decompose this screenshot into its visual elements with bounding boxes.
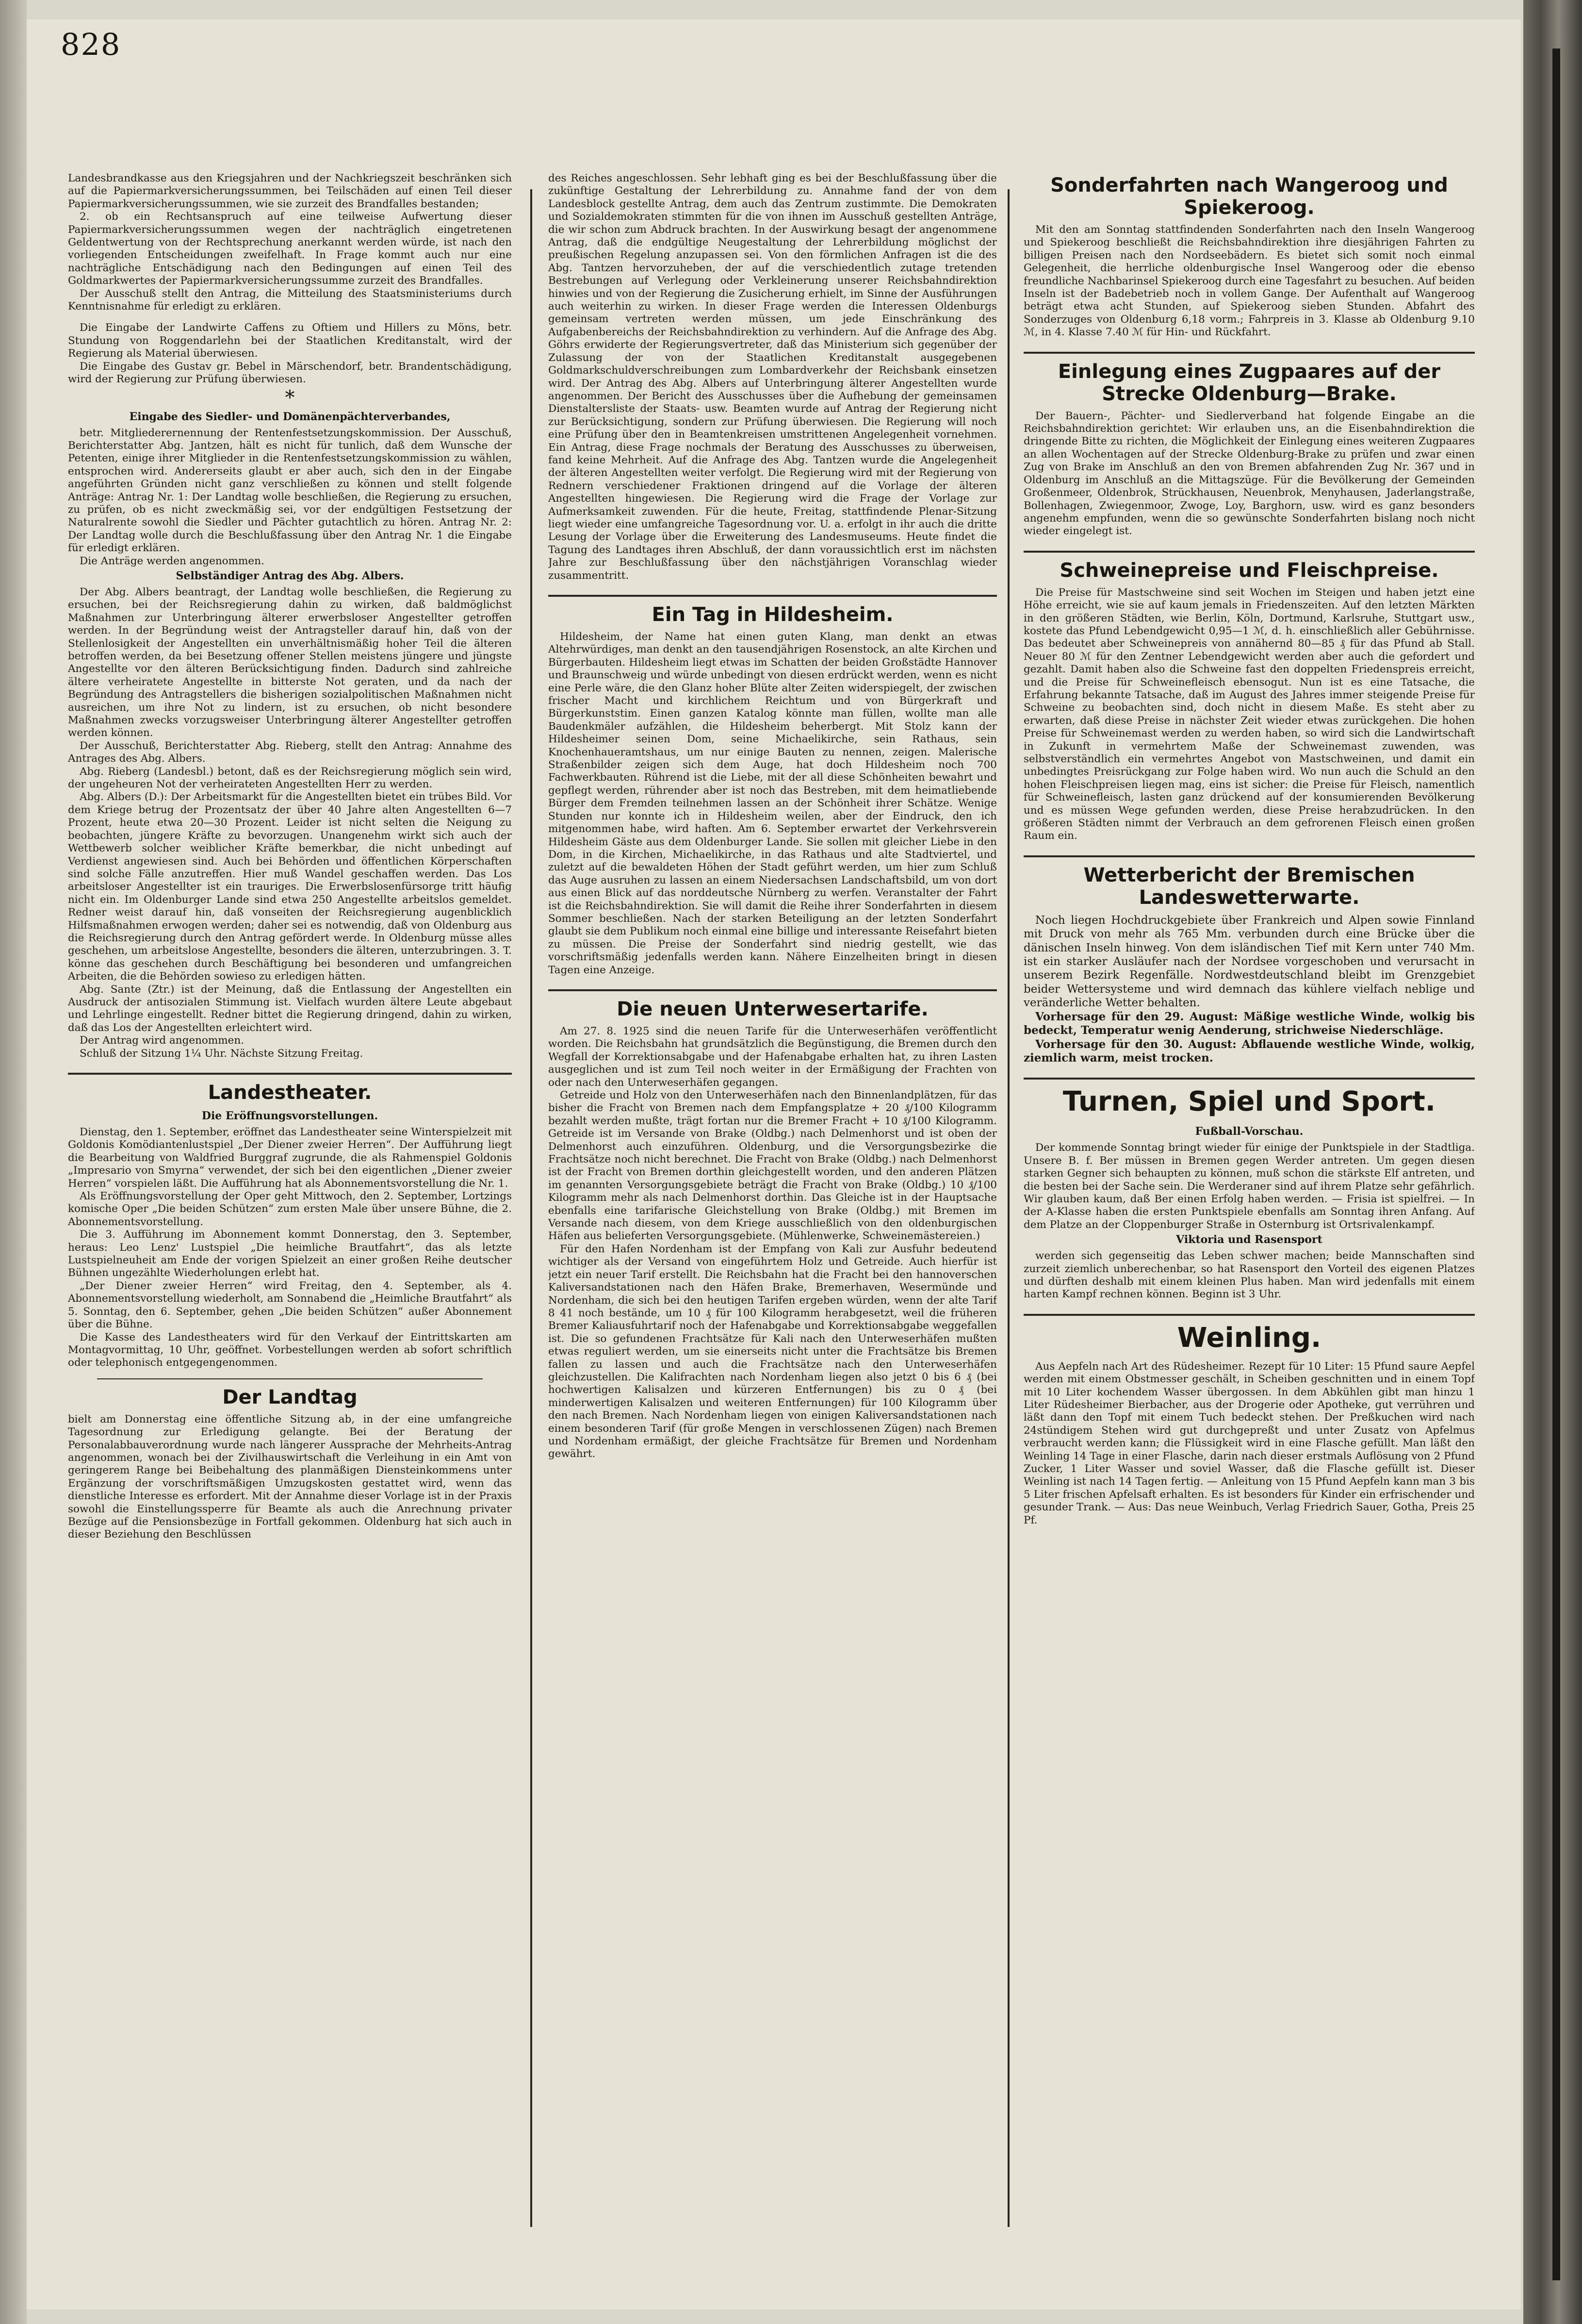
section-divider	[1024, 855, 1475, 857]
subheading: Die Eröffnungsvorstellungen.	[201, 1110, 378, 1122]
paragraph: Als Eröffnungsvorstellung der Oper geht Mittwoch, den 2. September, Lortzings komische Oper „Die beiden Schützen“ zum ersten Male über unsere Bühne, die 2. Abonnementsvorstellung.	[68, 1190, 512, 1228]
paragraph: Der Ausschuß, Berichterstatter Abg. Rieberg, stellt den Antrag: Annahme des Antrages des Abg. Albers.	[68, 739, 512, 765]
column-1	[68, 172, 512, 2259]
paragraph: Der Bauern-, Pächter- und Siedlerverband hat folgende Eingabe an die Reichsbahndirektion gerichtet: Wir erlauben uns, an die Eisenbahndirektion die dringende Bitte zu richten, die Möglichkeit der Einlegung eines weiteren Zugpaares an allen Wochentagen auf der Strecke Oldenburg-Brake zu prüfen und zwar einen Zug von Brake im Anschluß an den von Bremen abfahrenden Zug Nr. 367 und in Oldenburg im Anschluß an die Mittagszüge. Für die Bevölkerung der Gemeinden Großenmeer, Oldenbrok, Strückhausen, Neuenbrok, Menyhausen, Jaderlangstraße, Bollenhagen, Zwiegenmoor, Zwoge, Loy, Barghorn, usw. wird es ganz besonders angenehm empfunden, wenn die so gewünschte Sonderfahrten bislang noch nicht wieder eingelegt ist.	[1024, 409, 1475, 538]
paragraph: Der Abg. Albers beantragt, der Landtag wolle beschließen, die Regierung zu ersuchen, bei der Reichsregierung dahin zu wirken, daß baldmöglichst Maßnahmen zur Unterbringung älterer erwerbsloser Angestellter getroffen werden. In der Begründung weist der Antragsteller darauf hin, daß von der Stellenlosigkeit der Angestellten ein unverhältnismäßig hoher Teil die älteren betroffen werden, da bei Besetzung offener Stellen meistens jüngere und jüngste Angestellte vor den älteren Berücksichtigung finden. Dadurch sind zahlreiche ältere verheiratete Angestellte in bitterste Not geraten, und da nach der Begründung des Antragstellers die bisherigen sozialpolitischen Maßnahmen nicht ausreichen, um ihre Not zu lindern, ist zu ersuchen, ob nicht besondere Maßnahmen zwecks vorzugsweiser Unterbringung älterer Angestellter getroffen werden können.	[68, 586, 512, 739]
paragraph: Abg. Rieberg (Landesbl.) betont, daß es der Reichsregierung möglich sein wird, der ungeheuren Not der verheirateten Angestellten Herr zu werden.	[68, 765, 512, 791]
paragraph: Die 3. Aufführung im Abonnement kommt Donnerstag, den 3. September, heraus: Leo Lenz' Lustspiel „Die heimliche Brautfahrt“, das als letzte Lustspielneuheit am Ende der vorigen Spielzeit an einer großen Reihe deutscher Bühnen ungezählte Wiederholungen erlebt hat.	[68, 1228, 512, 1279]
section-divider	[1024, 352, 1475, 354]
paragraph: bielt am Donnerstag eine öffentliche Sitzung ab, in der eine umfangreiche Tagesordnung zur Erledigung gelangte. Bei der Beratung der Personalabbauverordnung wurde nach längerer Aussprache der Mehrheits-Antrag angenommen, wonach bei der Zivilhauswirtschaft die Verleihung in ein Amt von geringerem Range bei Beibehaltung des planmäßigen Diensteinkommens unter Ergänzung der vorschriftsmäßigen Umzugskosten gestattet wird, wenn das dienstliche Interesse es erfordert. Mit der Annahme dieser Vorlage ist in der Praxis sowohl die Einstellungssperre für Beamte als auch die Anrechnung privater Bezüge auf die Pensionsbezüge in Fortfall gekommen. Oldenburg hat sich auch in dieser Beziehung den Beschlüssen	[68, 1413, 512, 1541]
paragraph: „Der Diener zweier Herren“ wird Freitag, den 4. September, als 4. Abonnementsvorstellung wiederholt, am Sonnabend die „Heimliche Brautfahrt“ als 5. Sonntag, den 6. September, gehen „Die beiden Schützen“ außer Abonnement über die Bühne.	[68, 1279, 512, 1331]
column-rule	[1008, 189, 1010, 2227]
column-rule	[530, 189, 532, 2227]
paragraph: Die Kasse des Landestheaters wird für den Verkauf der Eintrittskarten am Montagvormittag, 10 Uhr, geöffnet. Vorbestellungen werden ab sofort schriftlich oder telephonisch entgegengenommen.	[68, 1331, 512, 1369]
section-divider	[1024, 1078, 1475, 1080]
heading-zugpaar: Einlegung eines Zugpaares auf der Strecke Oldenburg—Brake.	[1058, 360, 1441, 405]
column-3	[1024, 172, 1475, 2259]
section-divider	[548, 595, 997, 597]
forecast: Vorhersage für den 30. August: Abflauende westliche Winde, wolkig, ziemlich warm, meist trocken.	[1024, 1037, 1475, 1064]
heading-unterwesertarife: Die neuen Unterwesertarife.	[617, 998, 929, 1020]
paragraph: Aus Aepfeln nach Art des Rüdesheimer. Rezept für 10 Liter: 15 Pfund saure Aepfel werden mit einem Obstmesser geschält, in Scheiben geschnitten und in einem Topf mit 10 Liter kochendem Wasser übergossen. In dem Abkühlen gibt man hinzu 1 Liter Rüdesheimer Bierbacher, aus der Drogerie oder Apotheke, gut verrühren und läßt dann den Topf mit einem Tuch bedeckt stehen. Der Preßkuchen wird nach 24stündigem Stehen wird gut durchgepreßt und unter Zusatz von Apfelmus verbraucht werden kann; die Flüssigkeit wird in eine Flasche gefüllt. Man läßt den Weinling 14 Tage in einer Flasche, darin nach dieser erstmals Auflösung von 2 Pfund Zucker, 1 Liter Wasser und soviel Wasser, daß die Flasche gefüllt ist. Dieser Weinling ist nach 14 Tagen fertig. — Anleitung von 15 Pfund Aepfeln kann man 3 bis 5 Liter frischen Apfelsaft erhalten. Es ist besonders für Kinder ein erfrischender und gesunder Trank. — Aus: Das neue Weinbuch, Verlag Friedrich Sauer, Gotha, Preis 25 Pf.	[1024, 1360, 1475, 1526]
section-divider	[97, 1378, 483, 1379]
paragraph: Abg. Sante (Ztr.) ist der Meinung, daß die Entlassung der Angestellten ein Ausdruck der antisozialen Stimmung ist. Vielfach wurden ältere Leute abgebaut und Lehrlinge eingestellt. Redner bittet die Regierung dringend, dahin zu wirken, daß das Los der Angestellten erleichtert wird.	[68, 983, 512, 1034]
paragraph: Der Ausschuß stellt den Antrag, die Mitteilung des Staatsministeriums durch Kenntnisnahme für erledigt zu erklären.	[68, 287, 512, 313]
section-divider	[548, 989, 997, 991]
heading-sonderfahrten: Sonderfahrten nach Wangeroog und Spiekeroog.	[1050, 174, 1448, 219]
paragraph: Mit den am Sonntag stattfindenden Sonderfahrten nach den Inseln Wangeroog und Spiekeroog beschließt die Reichsbahndirektion ihre diesjährigen Fahrten zu billigen Preisen nach den Nordseebädern. Es bietet sich somit noch einmal Gelegenheit, die herrliche oldenburgische Insel Wangeroog oder die ebenso freundliche Nachbarinsel Spiekeroog durch eine Tagesfahrt zu besuchen. Auf beiden Inseln ist der Badebetrieb noch in vollem Gange. Der Aufenthalt auf Wangeroog beträgt etwa acht Stunden, auf Spiekeroog sieben Stunden. Abfahrt des Sonderzuges von Oldenburg 6,18 vorm.; Fahrpreis in 3. Klasse ab Oldenburg 9.10 ℳ, in 4. Klasse 7.40 ℳ für Hin- und Rückfahrt.	[1024, 224, 1475, 339]
paragraph: Landesbrandkasse aus den Kriegsjahren und der Nachkriegszeit beschränken sich auf die Papiermarkversicherungssummen, bei Teilschäden auf einen Teil dieser Papiermarkversicherungssummen, wie sie zurzeit des Brandfalles bestanden;	[68, 172, 512, 210]
paragraph: 2. ob ein Rechtsanspruch auf eine teilweise Aufwertung dieser Papiermarkversicherungssummen wegen der nachträglich eingetretenen Geldentwertung von der Rechtsprechung anerkannt werden würde, ist nach den vorliegenden Entscheidungen zweifelhaft. In Frage kommt auch nur eine nachträgliche Entschädigung nach den Bedingungen auf einen Teil des Goldmarkwertes der Papiermarkversicherungssumme zurzeit des Brandfalles.	[68, 211, 512, 287]
paragraph: Dienstag, den 1. September, eröffnet das Landestheater seine Winterspielzeit mit Goldonis Komödiantenlustspiel „Der Diener zweier Herren“. Der Aufführung liegt die Bearbeitung von Waldfried Burggraf zugrunde, die als Rahmenspiel Goldonis „Impresario von Smyrna“ verwendet, der sich bei den eigentlichen „Diener zweier Herren“ vorspielen läßt. Die Aufführung hat als Abonnementsvorstellung die Nr. 1.	[68, 1126, 512, 1190]
paragraph: betr. Mitgliederernennung der Rentenfestsetzungskommission. Der Ausschuß, Berichterstatter Abg. Jantzen, hält es nicht für tunlich, daß dem Wunsche der Petenten, einige ihrer Mitglieder in die Rentenfestsetzungskommission zu wählen, entsprochen wird. Andererseits glaubt er aber auch, sich den in der Eingabe angeführten Gründen nicht ganz verschließen zu können und stellt folgende Anträge: Antrag Nr. 1: Der Landtag wolle beschließen, die Regierung zu ersuchen, zu prüfen, ob es nicht zweckmäßig sei, vor der endgültigen Festsetzung der Naturalrente sowohl die Siedler und Pächter gutachtlich zu hören. Antrag Nr. 2: Der Landtag wolle durch die Beschlußfassung über den Antrag Nr. 1 die Eingabe für erledigt erklären.	[68, 426, 512, 555]
paragraph: Die Eingabe des Gustav gr. Bebel in Märschendorf, betr. Brandentschädigung, wird der Regierung zur Prüfung überwiesen.	[68, 360, 512, 386]
page-binding	[0, 0, 27, 2324]
paragraph: Hildesheim, der Name hat einen guten Klang, man denkt an etwas Altehrwürdiges, man denkt an den tausendjährigen Rosenstock, an alte Kirchen und Bürgerbauten. Hildesheim liegt etwas im Schatten der beiden Großstädte Hannover und Braunschweig und würde unbedingt von diesen erdrückt werden, wenn es nicht eine Perle wäre, die den Glanz hoher Blüte alter Zeiten widerspiegelt, der zwischen frischer Macht und kirchlichem Reichtum und von Bürgerkraft und Bürgerkunststim. Einen ganzen Katalog könnte man füllen, wollte man alle Baudenkmäler aufzählen, die Hildesheim beherbergt. Mit Stolz kann der Hildesheimer seinen Dom, seine Michaelikirche, sein Rathaus, sein Knochenhaueramtshaus, um nur einige Bauten zu nennen, zeigen. Malerische Straßenbilder zeigen sich dem Auge, hat doch Hildesheim noch 700 Fachwerkbauten. Rührend ist die Liebe, mit der all diese Schönheiten bewahrt und gepflegt werden, rührender aber ist noch das Bestreben, mit dem heimatliebende Bürger dem Fremden teilnehmen lassen an der Schönheit ihrer Schätze. Wenige Stunden nur konnte ich in Hildesheim weilen, aber der Eindruck, den ich mitgenommen habe, wird haften. Am 6. September erwartet der Verkehrsverein Hildesheim Gäste aus dem Oldenburger Lande. Sie sollen mit gleicher Liebe in den Dom, in die Kirchen, Michaelikirche, in das Rathaus und alte Stadtviertel, und zuletzt auf die bewaldeten Höhen der Stadt geführt werden, um hier zum Schluß das Auge ausruhen zu lassen an einem Niedersachsen Landschaftsbild, um von dort aus einen Blick auf das norddeutsche Nürnberg zu werfen. Veranstalter der Fahrt ist die Reichsbahndirektion. Sie will damit die Reihe ihrer Sonderfahrten in diesem Sommer beschließen. Nach der starken Beteiligung an der letzten Sonderfahrt glaubt sie dem Publikum noch einmal eine billige und interessante Reisefahrt bieten zu müssen. Die Preise der Sonderfahrt sind niedrig gestellt, wie das vorschriftsmäßig jedenfalls werden kann. Nähere Einzelheiten bringt in diesen Tagen eine Anzeige.	[548, 631, 997, 976]
page-number: 828	[61, 27, 121, 62]
paragraph: Schluß der Sitzung 1¼ Uhr. Nächste Sitzung Freitag.	[80, 1047, 363, 1060]
section-divider	[68, 1073, 512, 1075]
paragraph: Getreide und Holz von den Unterweserhäfen nach den Binnenlandplätzen, für das bisher die Fracht von Bremen nach dem Empfangsplatze + 20 ₰/100 Kilogramm bezahlt werden mußte, trägt fortan nur die Bremer Fracht + 10 ₰/100 Kilogramm. Getreide ist im Versande von Brake (Oldbg.) nach Delmenhorst und ist oben der Delmenhorst auch einzuführen. Oldenburg, und die Versorgungsbezirke die Frachtsätze noch nicht berechnet. Die Fracht von Brake (Oldbg.) nach Delmenhorst ist der Fracht von Bremen dorthin gleichgestellt worden, und den anderen Plätzen im genannten Versorgungsgebiete beträgt die Fracht von Brake (Oldbg.) 10 ₰/100 Kilogramm mehr als nach Delmenhorst dorthin. Das Gleiche ist in der Hauptsache ebenfalls eine tarifarische Gleichstellung von Brake (Oldbg.) mit Bremen im Versande nach diesem, von dem Kriege ausschließlich von den oldenburgischen Häfen aus belieferten Versorgungsgebiete. (Mühlenwerke, Schweinemästereien.)	[548, 1089, 997, 1243]
subheading: Eingabe des Siedler- und Domänenpächterverbandes,	[129, 410, 451, 423]
paragraph: Am 27. 8. 1925 sind die neuen Tarife für die Unterweserhäfen veröffentlicht worden. Die Reichsbahn hat grundsätzlich die Begünstigung, die Bremen durch den Wegfall der Korrektionsabgabe und der Hafenabgabe erhalten hat, zu ihren Lasten ausgeglichen und ist zum Teil noch weiter in der Ermäßigung der Frachten von oder nach den Unterweserhäfen gegangen.	[548, 1025, 997, 1089]
paragraph: Der kommende Sonntag bringt wieder für einige der Punktspiele in der Stadtliga. Unsere B. f. Ber müssen in Bremen gegen Werder antreten. Um gegen diesen starken Gegner sich behaupten zu können, muß schon die stärkste Elf antreten, und die besten bei der Sache sein. Die Werderaner sind auf ihrem Platze sehr gefährlich. Wir glauben kaum, daß Ber einen Erfolg haben werden. — Frisia ist spielfrei. — In der A-Klasse haben die ersten Punktspiele ebenfalls am Sonntag ihren Anfang. Auf dem Platze an der Cloppenburger Straße in Osternburg ist Ortsrivalenkampf.	[1024, 1142, 1475, 1231]
subheading: Viktoria und Rasensport	[1176, 1233, 1322, 1246]
paragraph: Der Antrag wird angenommen.	[80, 1034, 245, 1047]
paragraph: Noch liegen Hochdruckgebiete über Frankreich und Alpen sowie Finnland mit Druck von mehr als 765 Mm. verbunden durch eine Brücke über die dänischen Inseln hinweg. Von dem isländischen Tief mit Kern unter 740 Mm. ist ein starker Ausläufer nach der Nordsee vorgeschoben und verursacht in unserem Bezirk Regenfälle. Nordwestdeutschland bleibt im Grenzgebiet beider Wettersysteme und wird demnach das kühlere vielfach neblige und veränderliche Wetter behalten.	[1024, 914, 1475, 1010]
heading-wetterbericht: Wetterbericht der Bremischen Landeswetterwarte.	[1083, 864, 1415, 909]
heading-hildesheim: Ein Tag in Hildesheim.	[652, 604, 894, 626]
paragraph: Die Preise für Mastschweine sind seit Wochen im Steigen und haben jetzt eine Höhe erreicht, wie sie auf kaum jemals in Friedenszeiten. Auf den letzten Märkten in den größeren Städten, wie Berlin, Köln, Dortmund, Karlsruhe, Stuttgart usw., kostete das Pfund Lebendgewicht 0,95—1 ℳ, d. h. einschließlich aller Gebührnisse. Das bedeutet aber Schweinepreis von annähernd 80—85 ₰ für das Pfund ab Stall. Neuer 80 ℳ für den Zentner Lebendgewicht werden aber auch die gefordert und gezahlt. Damit haben also die Schweine fast den doppelten Friedenspreis erreicht, und die Preise für Schweinefleisch ebensogut. Nun ist es eine Tatsache, die Erfahrung bekannte Tatsache, daß im August des Jahres immer steigende Preise für Schweine zu beobachten sind, doch nicht in diesem Maße. Es steht aber zu erwarten, daß diese Preise in nächster Zeit wieder etwas zurückgehen. Die hohen Preise für Schweinemast werden zu werden haben, so wird sich die Landwirtschaft in Zukunft in vermehrtem Maße der Schweinemast zuwenden, was selbstverständlich ein vermehrtes Angebot von Mastschweinen, und damit ein unbedingtes Preisrückgang zur Folge haben wird. Wo nun auch die Schuld an den hohen Fleischpreisen liegen mag, eins ist sicher: die Preise für Fleisch, namentlich für Schweinefleisch, lasten ganz drückend auf der konsumierenden Bevölkerung und es müssen Wege gefunden werden, diese Preise herabzudrücken. In den größeren Städten nimmt der Verbrauch an dem gefrorenen Fleisch einen großen Raum ein.	[1024, 586, 1475, 842]
heading-schweinepreise: Schweinepreise und Fleischpreise.	[1060, 559, 1439, 582]
heading-landtag: Der Landtag	[222, 1386, 358, 1408]
paragraph: Die Anträge werden angenommen.	[80, 555, 264, 567]
page-edge	[1523, 0, 1582, 2324]
paragraph: Abg. Albers (D.): Der Arbeitsmarkt für die Angestellten bietet ein trübes Bild. Vor dem Kriege betrug der Prozentsatz der über 40 Jahre alten Angestellten 6—7 Prozent, heute etwa 20—30 Prozent. Leider ist nicht selten die Neigung zu beobachten, jüngere Kräfte zu bevorzugen. Unangenehm wirkt sich auch der Wettbewerb solcher weiblicher Kräfte bemerkbar, die nicht unbedingt auf Verdienst angewiesen sind. Auch bei Behörden und öffentlichen Körperschaften sind solche Fälle anzutreffen. Hier muß Wandel geschaffen werden. Das Los arbeitsloser Angestellter ist ein trauriges. Die Erwerbslosenfürsorge tritt häufig nicht ein. Im Oldenburger Lande sind etwa 250 Angestellte arbeitslos gemeldet. Redner weist darauf hin, daß vonseiten der Reichsregierung augenblicklich Hilfsmaßnahmen erwogen werden; daher sei es notwendig, daß von Oldenburg aus die Reichsregierung durch den Antrag gefördert werde. In Oldenburg müsse alles geschehen, um arbeitslose Angestellte, besonders die älteren, unterzubringen. 3. T. könne das geschehen durch Beschäftigung bei besonderen und umfangreichen Arbeiten, die die Behörden sowieso zu erledigen hätten.	[68, 791, 512, 983]
heading-turnen-spiel-sport: Turnen, Spiel und Sport.	[1062, 1086, 1436, 1118]
subheading: Fußball-Vorschau.	[1195, 1125, 1304, 1138]
section-star: *	[285, 386, 295, 409]
heading-landestheater: Landestheater.	[208, 1081, 372, 1104]
forecast: Vorhersage für den 29. August: Mäßige westliche Winde, wolkig bis bedeckt, Temperatur wenig Aenderung, strichweise Niederschläge.	[1024, 1010, 1475, 1037]
heading-weinling: Weinling.	[1177, 1322, 1321, 1354]
paragraph: Für den Hafen Nordenham ist der Empfang von Kali zur Ausfuhr bedeutend wichtiger als der Versand von eingeführtem Holz und Getreide. Auch hierfür ist jetzt ein neuer Tarif erstellt. Die Reichsbahn hat die Fracht bei den hannoverschen Kaliversandstationen nach den Häfen Brake, Bremerhaven, Wesermünde und Nordenham, die sich bei den heutigen Tarifen ergeben würden, wenn der alte Tarif 8 41 noch bestände, um 10 ₰ für 100 Kilogramm herabgesetzt, weil die früheren Bremer Kaliausfuhrtarif noch der Hafenabgabe und Korrektionsabgabe weggefallen ist. Die so gefundenen Frachtsätze für Kali nach den Unterweserhäfen mußten etwas reguliert werden, um sie einerseits nicht unter die Frachtsätze bis Bremen fallen zu lassen und auch die Frachtsätze nach den Unterweserhäfen gleichzustellen. Die Kalifrachten nach Nordenham liegen also jetzt 0 bis 6 ₰ (bei hochwertigen Kalisalzen und kürzeren Entfernungen) bis zu 0 ₰ (bei minderwertigen Kalisalzen und weiteren Entfernungen) für 100 Kilogramm über den nach Bremen. Nach Nordenham liegen von einigen Kaliversandstationen nach einem besonderen Tarif (für große Mengen in verschlossenen Zügen) nach Bremen und Nordenham ermäßigt, der gleiche Frachtsätze für Bremen und Nordenham gewährt.	[548, 1243, 997, 1460]
subheading: Selbständiger Antrag des Abg. Albers.	[176, 569, 404, 582]
paragraph: werden sich gegenseitig das Leben schwer machen; beide Mannschaften sind zurzeit ziemlich unberechenbar, so hat Rasensport den Vorteil des eigenen Platzes und dürften deshalb mit einem kleinen Plus haben. Man wird jedenfalls mit einem harten Kampf rechnen können. Beginn ist 3 Uhr.	[1024, 1250, 1475, 1301]
section-divider	[1024, 551, 1475, 553]
paragraph: des Reiches angeschlossen. Sehr lebhaft ging es bei der Beschlußfassung über die zukünftige Gestaltung der Lehrerbildung zu. Annahme fand der von dem Landesblock gestellte Antrag, dem auch das Zentrum zustimmte. Die Demokraten und Sozialdemokraten stimmten für die von ihnen im Ausschuß gestellten Anträge, die wir schon zum Abdruck brachten. In der Auswirkung besagt der angenommene Antrag, daß die endgültige Neugestaltung der Lehrerbildung möglichst der preußischen Regelung anzupassen sei. Von den förmlichen Anfragen ist die des Abg. Tantzen hervorzuheben, der auf die verschiedentlich zutage tretenden Bestrebungen auf Verlegung oder Verkleinerung unserer Reichsbahndirektion hinwies und von der Regierung die Zusicherung erhielt, im Sinne der Ausführungen auch weiterhin zu wirken. In dieser Frage werden die Interessen Oldenburgs gemeinsam vertreten werden müssen, um jede Einschränkung des Aufgabenbereichs der Reichsbahndirektion zu verhindern. Auf die Anfrage des Abg. Göhrs erwiderte der Regierungsvertreter, daß das Ministerium sich gegenüber der Zulassung der von der Staatlichen Kreditanstalt ausgegebenen Goldmarkschuldverschreibungen zum Lombardverkehr der Reichsbank einsetzen wird. Der Antrag des Abg. Albers auf Unterbringung älterer Angestellten wurde angenommen. Der Bericht des Ausschusses über die Aufhebung der gemeinsamen Dienstaltersliste der Staats- usw. Beamten wurde auf Antrag der Regierung nicht zur Berücksichtigung, sondern zur Prüfung überwiesen. Die Regierung will noch eine Prüfung über den in Beamtenkreisen umstrittenen Angelegenheit vornehmen. Ein Antrag, diese Frage nochmals der Beratung des Ausschusses zu überweisen, fand keine Mehrheit. Auf die Anfrage des Abg. Tantzen wurde die Angelegenheit der älteren Angestellten weiter verfolgt. Die Regierung wird mit der Regierung von Rednern verschiedener Fraktionen dringend auf die Vorlage der älteren Angestellten hingewiesen. Die Regierung wird die Frage der Vorlage zur Aufmerksamkeit zuwenden. Für die heute, Freitag, stattfindende Plenar-Sitzung liegt wieder eine umfangreiche Tagesordnung vor. U. a. erfolgt in ihr auch die dritte Lesung der Vorlage über die Erweiterung des Landesmuseums. Heute findet die Tagung des Landtages ihren Abschluß, der dann voraussichtlich erst im nächsten Jahre zur Beschlußfassung über den nächstjährigen Voranschlag wieder zusammentritt.	[548, 172, 997, 582]
paragraph: Die Eingabe der Landwirte Caffens zu Oftiem und Hillers zu Möns, betr. Stundung von Roggendarlehn bei der Staatlichen Kreditanstalt, wird der Regierung als Material überwiesen.	[68, 322, 512, 360]
column-2	[548, 172, 997, 2259]
section-divider	[1024, 1314, 1475, 1316]
